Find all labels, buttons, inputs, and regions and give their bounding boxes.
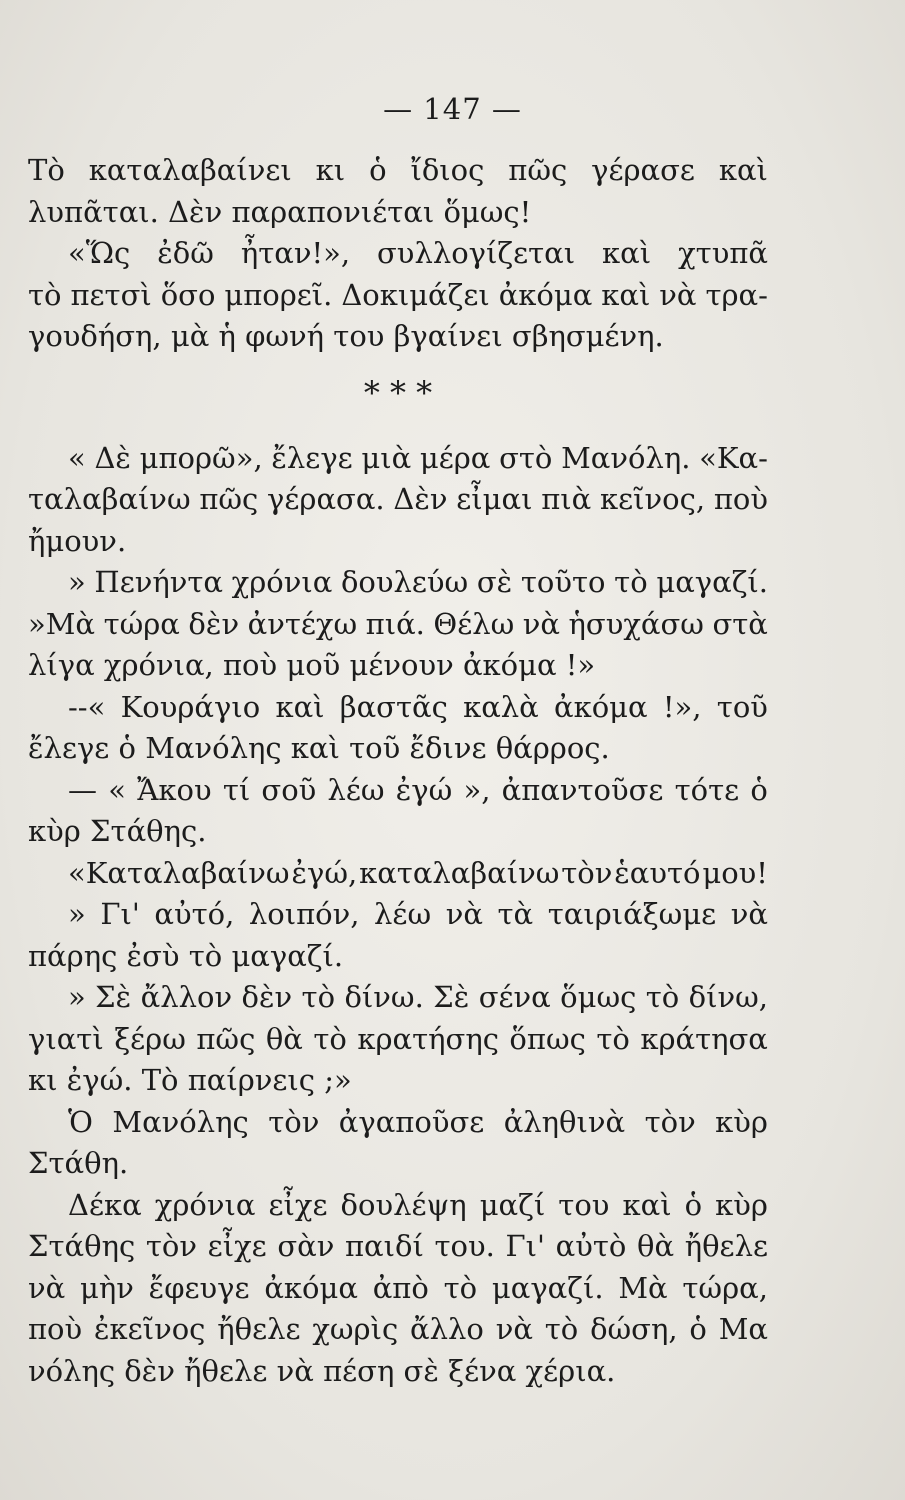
word: ἐδῶ <box>157 236 214 270</box>
word: κράτησα <box>640 1021 768 1056</box>
word: ταιριάξωμε <box>547 897 717 931</box>
text-line <box>28 150 768 192</box>
word: τρα- <box>705 277 768 312</box>
word: Τὸ <box>28 153 65 187</box>
word: Δὲν <box>393 482 448 516</box>
word: τὸ <box>301 980 336 1014</box>
word: τὸν <box>644 1104 696 1139</box>
text-line <box>28 894 768 936</box>
text-line: νόλης δὲν ἤθελε νὰ πέση σὲ ξένα χέρια. <box>28 1353 616 1388</box>
word: Ἄκου <box>137 772 212 807</box>
word: κρατήσης <box>357 1021 499 1056</box>
text-line: λυπᾶται. Δὲν παραπονιέται ὅμως! <box>28 194 532 229</box>
word: καὶ <box>622 1187 672 1222</box>
word: ἔλεγε <box>271 440 353 475</box>
word: μαζί <box>479 1187 546 1222</box>
word: «Ὥς <box>68 236 131 270</box>
word: μαγαζί. <box>491 1270 604 1305</box>
word: ξέρω <box>114 1021 186 1056</box>
text-line <box>28 853 768 895</box>
text-line <box>28 233 768 275</box>
word: Πενήντα <box>94 565 223 599</box>
word: τὸ <box>614 565 648 599</box>
word: τὰ <box>497 897 534 931</box>
text-line: κι ἐγώ. Τὸ παίρνεις ;» <box>28 1063 352 1097</box>
word: συλλογίζεται <box>377 236 576 270</box>
word: εἶχε <box>268 1187 328 1222</box>
word: δίνω, <box>688 980 768 1014</box>
word: Δέκα <box>68 1187 142 1222</box>
word: ἀκόμα <box>498 277 593 312</box>
text-line <box>28 275 768 317</box>
word: Θέλω <box>433 606 515 641</box>
text-line <box>28 1268 768 1310</box>
word: τί <box>222 772 251 807</box>
word: ἀπαντοῦσε <box>501 772 664 807</box>
word: Μα <box>718 1312 768 1346</box>
word: εἶμαι <box>456 482 533 516</box>
word: μου! <box>702 855 768 890</box>
text-line <box>28 1185 768 1227</box>
word: ἤθελε <box>684 1229 768 1263</box>
word: μπορεῖ. <box>224 277 333 312</box>
word: καλὰ <box>463 689 539 724</box>
word: ἔφευγε <box>148 1270 250 1305</box>
word: «Κα- <box>699 440 768 475</box>
word: ὁ <box>689 1312 707 1346</box>
word: Μὰ <box>618 1270 668 1305</box>
text-line: κὺρ Στάθης. <box>28 814 207 848</box>
word: τότε <box>674 772 740 807</box>
word: τὸ <box>28 277 62 312</box>
word: τώρα, <box>682 1270 768 1305</box>
word: χρόνια <box>231 565 333 599</box>
word: πιὰ <box>541 482 592 516</box>
word: σὰν <box>277 1229 335 1263</box>
word: πῶς <box>196 1021 256 1056</box>
word: χτυπᾶ <box>678 236 768 270</box>
word: χωρὶς <box>312 1312 399 1346</box>
word: μέρα <box>419 440 491 475</box>
text-line <box>28 479 768 521</box>
word: καταλαβαίνει <box>88 153 292 187</box>
word: αὐτὸ <box>555 1229 627 1263</box>
word: — <box>68 772 97 807</box>
word: », <box>463 772 491 807</box>
word: δώση, <box>590 1312 678 1346</box>
word: σένα <box>478 980 551 1014</box>
word: Γι' <box>505 1229 545 1263</box>
word: νὰ <box>730 897 768 931</box>
word: αὐτό, <box>154 897 235 931</box>
word: Δὲ <box>94 440 131 475</box>
text-line <box>28 1102 768 1144</box>
word: κεῖνος, <box>600 482 706 516</box>
word: δουλεύω <box>340 565 469 599</box>
word: ἀντέχω <box>247 606 358 641</box>
word: ἄλλον <box>140 980 233 1014</box>
word: ἐγώ, <box>291 855 358 890</box>
word: Δοκιμάζει <box>341 277 490 312</box>
word: δίνω. <box>344 980 424 1014</box>
word: θὰ <box>265 1021 303 1056</box>
word: Μανόλη. <box>561 440 691 475</box>
word: ἡσυχάσω <box>568 606 704 641</box>
word: Γι' <box>100 897 140 931</box>
word: γιατὶ <box>28 1021 104 1056</box>
text-line: γουδήση, μὰ ἡ φωνή του βγαίνει σβησμένη. <box>28 319 664 353</box>
word: ἐκεῖνος <box>93 1312 206 1346</box>
word: κὺρ <box>715 1187 768 1222</box>
word: νὰ <box>28 1270 66 1305</box>
word: ποὺ <box>713 482 768 516</box>
word: καὶ <box>601 277 651 312</box>
word: ἤθελε <box>217 1312 301 1346</box>
word: » <box>68 980 86 1014</box>
word: καὶ <box>602 236 652 270</box>
word: λέω <box>374 897 432 931</box>
word: εἶχε <box>207 1229 267 1263</box>
word: τὸ <box>443 1270 478 1305</box>
word: ἑαυτό <box>614 855 701 890</box>
word: πῶς <box>508 153 568 187</box>
word: τὸ <box>645 980 680 1014</box>
word: στὰ <box>712 606 768 641</box>
word: πιά. <box>365 606 425 641</box>
word: μιὰ <box>361 440 412 475</box>
word: νὰ <box>495 1312 533 1346</box>
word: »Μὰ <box>28 606 96 641</box>
word: « <box>68 440 86 475</box>
section-separator: * * * <box>363 373 433 412</box>
word: ὁ <box>750 772 768 807</box>
body-text <box>28 150 768 1392</box>
text-line <box>28 604 768 646</box>
word: κὺρ <box>715 1104 768 1139</box>
text-line <box>28 1226 768 1268</box>
word: δὲν <box>241 980 293 1014</box>
word: σὲ <box>476 565 513 599</box>
text-line <box>28 770 768 812</box>
page-number: — 147 — <box>383 92 522 126</box>
text-line <box>28 438 768 480</box>
text-line <box>28 1019 768 1061</box>
word: νὰ <box>445 897 483 931</box>
text-line: ἤμουν. <box>28 523 127 558</box>
word: σοῦ <box>261 772 317 807</box>
word: πετσὶ <box>70 277 152 312</box>
word: ἀγαποῦσε <box>338 1104 485 1139</box>
word: Σὲ <box>433 980 470 1014</box>
word: τὸ <box>544 1312 579 1346</box>
word: νὰ <box>659 277 697 312</box>
word: λέω <box>327 772 385 807</box>
word: « <box>108 772 126 807</box>
word: ἀπὸ <box>372 1270 429 1305</box>
word: ταλαβαίνω <box>28 482 191 516</box>
text-line <box>28 1309 768 1351</box>
word: » <box>68 897 86 931</box>
word: μὴν <box>80 1270 134 1305</box>
word: βαστᾶς <box>339 689 448 724</box>
word: τώρα <box>103 606 180 641</box>
word: τοῦ <box>716 689 768 724</box>
word: δουλέψη <box>340 1187 467 1222</box>
word: ὁ <box>684 1187 703 1222</box>
word: κι <box>315 153 346 187</box>
word: !», <box>662 689 702 724</box>
word: στὸ <box>499 440 553 475</box>
word: γέρασα. <box>267 482 385 516</box>
word: τὸν <box>561 855 613 890</box>
text-line <box>28 687 768 729</box>
word: ἴδιος <box>410 153 485 187</box>
word: ἄλλο <box>410 1312 484 1346</box>
word: δὲν <box>188 606 240 641</box>
word: γέρασε <box>591 153 695 187</box>
word: ὅσο <box>160 277 216 312</box>
word: ἐγώ <box>395 772 453 807</box>
word: τὸ <box>313 1021 347 1056</box>
word: ὁ <box>369 153 387 187</box>
text-line <box>28 562 768 604</box>
text-line: Στάθη. <box>28 1146 129 1180</box>
word: καὶ <box>275 689 325 724</box>
word: τὸ <box>596 1021 630 1056</box>
word: τοῦτο <box>520 565 606 599</box>
word: Μανόλης <box>112 1104 249 1139</box>
word: του <box>558 1187 610 1222</box>
word: «Καταλαβαίνω <box>68 855 290 890</box>
word: τὸν <box>268 1104 320 1139</box>
word: ἀκόμα <box>554 689 648 724</box>
word: ἀληθινὰ <box>503 1104 626 1139</box>
text-line <box>28 977 768 1019</box>
word: παιδί <box>345 1229 424 1263</box>
word: ὅμως <box>560 980 637 1014</box>
word: θὰ <box>637 1229 675 1263</box>
word: Στάθης <box>28 1229 136 1263</box>
word: Ὁ <box>68 1104 93 1139</box>
word: καταλαβαίνω <box>359 855 560 890</box>
word: νὰ <box>522 606 560 641</box>
word: λοιπόν, <box>248 897 360 931</box>
word: τὸν <box>145 1229 198 1263</box>
word: ποὺ <box>28 1312 83 1346</box>
word: --« <box>68 689 106 724</box>
word: μαγαζί. <box>656 565 768 599</box>
text-line: λίγα χρόνια, ποὺ μοῦ μένουν ἀκόμα !» <box>28 648 596 682</box>
word: Σὲ <box>95 980 132 1014</box>
word: ὅπως <box>509 1021 586 1056</box>
word: ἦταν!», <box>240 236 351 270</box>
word: μπορῶ», <box>139 440 263 475</box>
word: ἀκόμα <box>264 1270 358 1305</box>
word: καὶ <box>718 153 768 187</box>
word: Κουράγιο <box>120 689 261 724</box>
word: » <box>68 565 86 599</box>
word: πῶς <box>199 482 259 516</box>
text-line: πάρης ἐσὺ τὸ μαγαζί. <box>28 938 344 973</box>
word: χρόνια <box>154 1187 256 1222</box>
word: του. <box>434 1229 495 1263</box>
text-line: ἔλεγε ὁ Μανόλης καὶ τοῦ ἔδινε θάρρος. <box>28 731 610 765</box>
